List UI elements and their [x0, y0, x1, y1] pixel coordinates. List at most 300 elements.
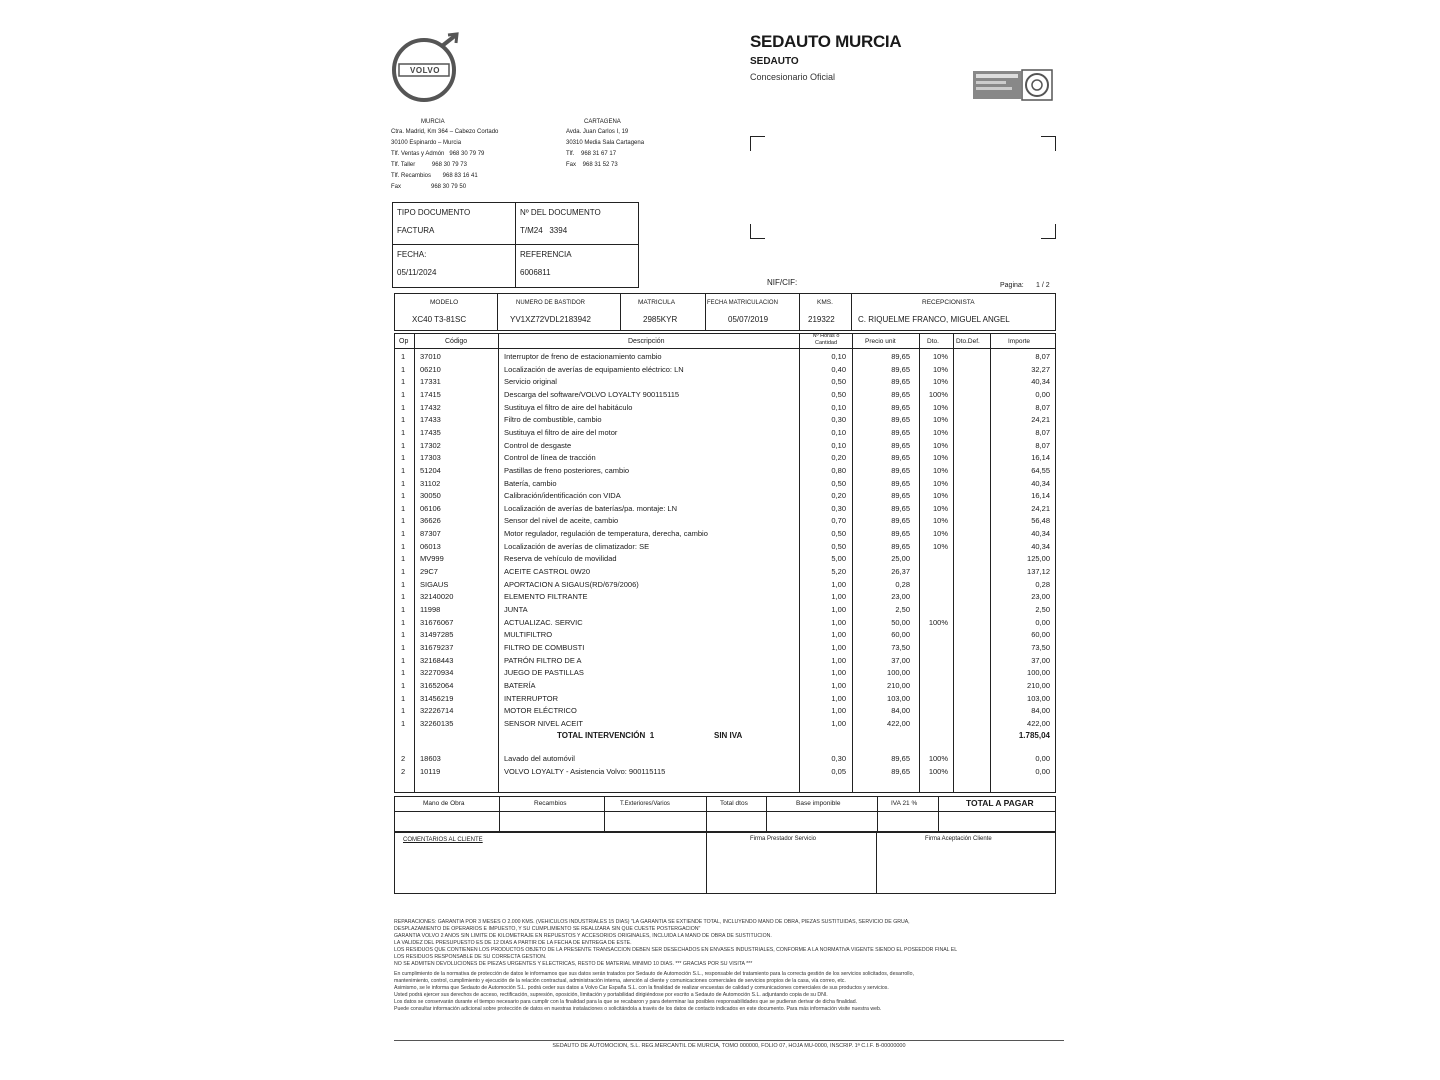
line-amount: 210,00: [1027, 680, 1050, 690]
vehicle-header-plate: MATRICULA: [638, 299, 676, 306]
table-row: [396, 693, 1056, 706]
line-desc: MULTIFILTRO: [504, 630, 553, 640]
line-code: 17432: [420, 402, 441, 412]
line-op: 2: [401, 754, 406, 763]
line-op: 1: [401, 478, 406, 488]
line-amount: 37,00: [1031, 655, 1050, 665]
table-row: [396, 579, 1056, 592]
legal-line: NO SE ADMITEN DEVOLUCIONES DE PIEZAS URGENTES Y ELÉCTRICAS, RESTO DE MATERIAL MÍNIMO 10 DÍAS. *** GRACIAS POR SU VISITA ***: [394, 961, 753, 967]
line-desc: Interruptor de freno de estacionamiento cambio: [504, 352, 662, 361]
line-code: 31102: [420, 478, 441, 488]
table-row: [396, 503, 1056, 516]
col-header-qty: Nº Horas o Cantidad: [812, 333, 840, 346]
line-code: 17433: [420, 415, 441, 425]
doc-reference-value: 6006811: [520, 268, 551, 277]
table-row: [396, 705, 1056, 718]
line-op: 1: [401, 541, 406, 551]
line-dto: 10%: [932, 516, 948, 526]
office-murcia-line: Tlf. Ventas y Admón 968 30 79 79: [391, 151, 485, 157]
table-row: [396, 515, 1056, 528]
summary-label-iva: IVA 21 %: [891, 800, 918, 807]
line-dto: 10%: [932, 465, 948, 475]
line-amount: 8,07: [1035, 352, 1050, 361]
line-op: 1: [401, 567, 406, 577]
line-code: 32270934: [420, 668, 454, 678]
company-name: SEDAUTO MURCIA: [750, 32, 902, 51]
table-row: [396, 655, 1056, 668]
summary-label-external: T.Exteriores/Varios: [620, 801, 670, 807]
line-qty: 1,00: [831, 668, 846, 678]
office-cartagena-line: Avda. Juan Carlos I, 19: [566, 129, 629, 135]
line-desc: FILTRO DE COMBUSTI: [504, 642, 585, 652]
line-dto: 100%: [928, 389, 948, 399]
table-row: [396, 629, 1056, 642]
line-price: 89,65: [891, 516, 910, 526]
col-header-price: Precio unit: [865, 338, 896, 345]
legal-line: GARANTÍA VOLVO 2 AÑOS SIN LÍMITE DE KILOMETRAJE EN REPUESTOS Y ACCESORIOS ORIGINALES, INCLUIDA LA MANO DE OBRA DE SUSTITUCIÓN.: [394, 933, 772, 939]
total-intervention-label: TOTAL INTERVENCIÓN 1: [557, 731, 655, 740]
line-qty: 0,30: [831, 754, 846, 763]
summary-label-discounts: Total dtos: [720, 800, 748, 807]
office-murcia-line: 30100 Espinardo – Murcia: [391, 140, 462, 146]
line-op: 1: [401, 377, 406, 387]
doc-number-value: T/M24 3394: [520, 226, 568, 235]
line-code: 10119: [420, 766, 441, 776]
line-price: 89,65: [891, 427, 910, 437]
line-amount: 0,00: [1035, 617, 1050, 627]
line-code: 11998: [420, 605, 441, 614]
line-code: 36626: [420, 516, 441, 526]
line-code: 31652064: [420, 680, 454, 690]
col-header-dto: Dto.: [927, 338, 939, 345]
line-code: 17331: [420, 377, 441, 387]
vehicle-header-regdate: FECHA MATRICULACION: [707, 300, 778, 306]
table-row: [396, 528, 1056, 541]
table-row: [396, 427, 1056, 440]
vehicle-header-receptionist: RECEPCIONISTA: [922, 299, 975, 306]
line-desc: Servicio original: [504, 377, 557, 387]
office-murcia-line: Tlf. Taller 968 30 79 73: [391, 162, 467, 168]
office-murcia-line: Fax 968 30 79 50: [391, 184, 467, 190]
line-desc: PATRÓN FILTRO DE A: [504, 655, 582, 665]
line-qty: 0,30: [831, 503, 846, 513]
company-subname: SEDAUTO: [750, 56, 799, 67]
line-qty: 0,10: [831, 427, 846, 437]
line-desc: SENSOR NIVEL ACEIT: [504, 718, 583, 728]
line-op: 1: [401, 503, 406, 513]
legal-line: En cumplimiento de la normativa de protección de datos le informamos que sus datos serán tratados por Sedauto de Automoción S.L., responsable del tratamiento para la correcta gestión de los servicios solicitados, desarrollo,: [394, 971, 914, 977]
line-op: 1: [401, 630, 406, 640]
line-qty: 0,10: [831, 352, 846, 361]
table-row: [396, 541, 1056, 554]
line-desc: Sustituya el filtro de aire del motor: [504, 427, 618, 437]
line-code: 51204: [420, 465, 441, 475]
vehicle-header-vin: NUMERO DE BASTIDOR: [516, 300, 586, 306]
line-price: 89,65: [891, 389, 910, 399]
line-desc: APORTACION A SIGAUS(RD/679/2006): [504, 579, 639, 589]
line-op: 1: [401, 592, 406, 602]
line-amount: 16,14: [1031, 491, 1050, 501]
line-dto: 10%: [932, 352, 948, 361]
line-desc: Reserva de vehículo de movilidad: [504, 554, 617, 564]
line-amount: 8,07: [1035, 440, 1050, 450]
certification-badge: [973, 69, 1055, 101]
col-header-desc: Descripción: [628, 338, 665, 345]
line-code: 17435: [420, 427, 441, 437]
line-price: 84,00: [891, 706, 910, 716]
office-cartagena: [566, 117, 686, 171]
line-desc: Localización de averías de climatizador: SE: [504, 541, 650, 551]
address-window-corner: [750, 224, 765, 239]
line-code: 32168443: [420, 655, 454, 665]
line-amount: 23,00: [1031, 592, 1050, 602]
vehicle-receptionist: C. RIQUELME FRANCO, MIGUEL ANGEL: [858, 315, 1010, 324]
line-op: 1: [401, 617, 406, 627]
line-amount: 125,00: [1027, 554, 1050, 564]
line-amount: 24,21: [1031, 503, 1050, 513]
table-row: [396, 389, 1056, 402]
table-row: [396, 364, 1056, 377]
sign-service-label: Firma Prestador Servicio: [750, 836, 817, 842]
line-qty: 0,50: [831, 377, 846, 387]
line-qty: 5,20: [831, 567, 846, 577]
line-qty: 0,05: [831, 766, 846, 776]
line-qty: 1,00: [831, 642, 846, 652]
line-qty: 1,00: [831, 655, 846, 665]
line-dto: 10%: [932, 491, 948, 501]
table-row: [396, 452, 1056, 465]
line-price: 89,65: [891, 453, 910, 463]
vehicle-regdate: 05/07/2019: [728, 315, 769, 324]
doc-date-value: 05/11/2024: [397, 268, 437, 277]
line-code: SIGAUS: [420, 579, 449, 589]
line-amount: 56,48: [1031, 516, 1050, 526]
line-price: 89,65: [891, 364, 910, 374]
table-row: [396, 414, 1056, 427]
line-code: 06013: [420, 541, 441, 551]
comments-label: COMENTARIOS AL CLIENTE: [403, 837, 483, 843]
table-row: [396, 591, 1056, 604]
line-desc: Sensor del nivel de aceite, cambio: [504, 516, 619, 526]
legal-line: Asimismo, se le informa que Sedauto de Automoción S.L. podrá ceder sus datos a Volvo Car España S.L. con la finalidad de realizar encuestas de calidad y comunicaciones comerciales de sus productos y servicios.: [394, 985, 889, 991]
col-header-amount: Importe: [1008, 338, 1031, 345]
line-desc: JUNTA: [504, 605, 528, 614]
office-murcia-line: Ctra. Madrid, Km 364 – Cabezo Cortado: [391, 129, 499, 135]
legal-line: REPARACIONES: GARANTÍA POR 3 MESES O 2.000 KMS. (VEHÍCULOS INDUSTRIALES 15 DÍAS) "LA GARANTÍA SE EXTIENDE TOTAL, INCLUYENDO MANO DE OBRA, PIEZAS SUSTITUIDAS, SERVICIO DE GRÚA,: [394, 919, 910, 925]
line-desc: Control de línea de tracción: [504, 453, 596, 463]
line-price: 37,00: [891, 655, 910, 665]
line-amount: 0,00: [1035, 389, 1050, 399]
line-amount: 2,50: [1035, 605, 1050, 614]
line-dto: 10%: [932, 453, 948, 463]
line-qty: 0,80: [831, 465, 846, 475]
line-code: 32226714: [420, 706, 454, 716]
line-price: 89,65: [891, 478, 910, 488]
line-code: 06106: [420, 503, 441, 513]
line-desc: ACTUALIZAC. SERVIC: [504, 617, 583, 627]
address-window-corner: [1041, 136, 1056, 151]
line-desc: Lavado del automóvil: [504, 754, 575, 763]
legal-line: LA VALIDEZ DEL PRESUPUESTO ES DE 12 DÍAS A PARTIR DE LA FECHA DE ENTREGA DE ESTE.: [394, 940, 632, 946]
line-amount: 16,14: [1031, 453, 1050, 463]
line-amount: 84,00: [1031, 706, 1050, 716]
table-row: [396, 465, 1056, 478]
line-dto: 10%: [932, 402, 948, 412]
line-op: 1: [401, 579, 406, 589]
office-cartagena-line: 30310 Media Sala Cartagena: [566, 140, 645, 146]
total-intervention-iva: SIN IVA: [714, 731, 743, 740]
line-desc: ELEMENTO FILTRANTE: [504, 592, 588, 602]
line-op: 1: [401, 465, 406, 475]
line-qty: 0,10: [831, 440, 846, 450]
table-row: [396, 490, 1056, 503]
nif-label: NIF/CIF:: [767, 278, 798, 287]
line-price: 89,65: [891, 440, 910, 450]
line-amount: 40,34: [1031, 377, 1050, 387]
line-desc: VOLVO LOYALTY - Asistencia Volvo: 900115115: [504, 766, 666, 776]
line-qty: 1,00: [831, 693, 846, 703]
table-row: [396, 718, 1056, 731]
line-code: 31456219: [420, 693, 454, 703]
legal-line: mantenimiento, control, cumplimiento y ejecución de la relación contractual, administración interna, atención al cliente y comunicaciones comerciales de servicios propios de la casa, vía correo, etc.: [394, 978, 846, 984]
line-desc: Motor regulador, regulación de temperatura, derecha, cambio: [504, 529, 708, 539]
table-row: [396, 440, 1056, 453]
line-price: 89,65: [891, 766, 910, 776]
line-qty: 0,50: [831, 529, 846, 539]
total-intervention-value: 1.785,04: [1018, 731, 1050, 740]
legal-line: DESPLAZAMIENTO DE OPERARIOS E IMPUESTO, Y SU CUMPLIMIENTO SE REALIZARÁ SIN QUE CUESTE POSTERGACIÓN": [394, 926, 701, 932]
vehicle-model: XC40 T3-81SC: [412, 315, 467, 324]
line-amount: 8,07: [1035, 402, 1050, 412]
line-amount: 100,00: [1027, 668, 1050, 678]
line-qty: 0,20: [831, 491, 846, 501]
line-dto: 10%: [932, 427, 948, 437]
vehicle-plate: 2985KYR: [643, 315, 678, 324]
vehicle-header-kms: KMS.: [817, 299, 833, 306]
line-price: 26,37: [891, 567, 910, 577]
summary-label-base: Base imponible: [796, 800, 841, 807]
line-op: 2: [401, 766, 406, 776]
line-amount: 0,00: [1035, 754, 1050, 763]
line-price: 89,65: [891, 541, 910, 551]
line-qty: 0,50: [831, 541, 846, 551]
line-qty: 0,30: [831, 415, 846, 425]
vehicle-kms: 219322: [808, 315, 835, 324]
line-code: 29C7: [420, 567, 438, 577]
legal-line: LOS RESIDUOS RESPONSABLE DE SU CORRECTA GESTIÓN.: [394, 954, 547, 960]
address-window-corner: [750, 136, 765, 151]
doc-type-label: TIPO DOCUMENTO: [397, 208, 471, 217]
table-row: [396, 667, 1056, 680]
line-price: 60,00: [891, 630, 910, 640]
table-row: [396, 766, 1056, 779]
line-qty: 0,70: [831, 516, 846, 526]
line-price: 89,65: [891, 415, 910, 425]
doc-type-value: FACTURA: [397, 226, 435, 235]
volvo-logo: [390, 32, 462, 104]
line-price: 73,50: [891, 642, 910, 652]
office-cartagena-title: CARTAGENA: [584, 119, 621, 125]
line-price: 89,65: [891, 503, 910, 513]
line-price: 210,00: [887, 680, 910, 690]
legal-line: LOS RESIDUOS QUE CONTIENEN LOS PRODUCTOS OBJETO DE LA PRESENTE TRANSACCIÓN DEBEN SER DESECHADOS EN ENVASES INDUSTRIALES, CONFORME A LA NORMATIVA VIGENTE SIENDO EL POSEEDOR FINAL EL: [394, 947, 958, 953]
line-dto: 10%: [932, 440, 948, 450]
line-code: 31676067: [420, 617, 454, 627]
line-price: 89,65: [891, 529, 910, 539]
office-cartagena-line: Tlf. 968 31 67 17: [566, 151, 617, 157]
line-amount: 24,21: [1031, 415, 1050, 425]
doc-reference-label: REFERENCIA: [520, 250, 572, 259]
line-qty: 1,00: [831, 592, 846, 602]
line-code: MV999: [420, 554, 444, 564]
line-qty: 0,40: [831, 364, 846, 374]
table-row: [396, 478, 1056, 491]
line-code: 17415: [420, 389, 441, 399]
line-desc: BATERÍA: [504, 680, 536, 690]
line-desc: Localización de averías de baterías/pa. montaje: LN: [504, 503, 678, 513]
vehicle-header-model: MODELO: [430, 299, 459, 306]
line-op: 1: [401, 364, 406, 374]
line-op: 1: [401, 680, 406, 690]
line-price: 89,65: [891, 465, 910, 475]
line-amount: 60,00: [1031, 630, 1050, 640]
summary-label-labour: Mano de Obra: [423, 800, 465, 807]
line-amount: 0,28: [1035, 579, 1050, 589]
line-amount: 137,12: [1027, 567, 1050, 577]
line-dto: 100%: [928, 617, 948, 627]
line-op: 1: [401, 402, 406, 412]
line-qty: 1,00: [831, 706, 846, 716]
line-code: 17303: [420, 453, 441, 463]
line-amount: 422,00: [1027, 718, 1050, 728]
line-desc: JUEGO DE PASTILLAS: [504, 668, 584, 678]
office-murcia-title: MURCIA: [421, 119, 445, 125]
line-desc: MOTOR ELÉCTRICO: [504, 706, 577, 716]
vehicle-vin: YV1XZ72VDL2183942: [510, 315, 591, 324]
line-desc: Filtro de combustible, cambio: [504, 415, 602, 425]
page-label: Pagina:: [1000, 282, 1024, 289]
table-row: [396, 553, 1056, 566]
line-desc: Control de desgaste: [504, 440, 572, 450]
line-op: 1: [401, 554, 406, 564]
table-row: [396, 566, 1056, 579]
line-price: 89,65: [891, 402, 910, 412]
volvo-logo-text: VOLVO: [410, 66, 440, 75]
line-code: 31679237: [420, 642, 454, 652]
line-code: 06210: [420, 364, 441, 374]
line-op: 1: [401, 415, 406, 425]
line-code: 87307: [420, 529, 441, 539]
line-qty: 1,00: [831, 630, 846, 640]
doc-number-label: Nº DEL DOCUMENTO: [520, 208, 601, 217]
line-op: 1: [401, 440, 406, 450]
line-qty: 1,00: [831, 617, 846, 627]
line-op: 1: [401, 516, 406, 526]
line-price: 89,65: [891, 754, 910, 763]
legal-text: [394, 919, 1064, 1013]
line-dto: 10%: [932, 503, 948, 513]
line-qty: 0,10: [831, 402, 846, 412]
doc-date-label: FECHA:: [397, 250, 427, 259]
summary-label-parts: Recambios: [534, 800, 567, 807]
table-row: [396, 680, 1056, 693]
line-op: 1: [401, 668, 406, 678]
line-op: 1: [401, 352, 406, 361]
line-price: 2,50: [895, 605, 910, 614]
line-desc: Pastillas de freno posteriores, cambio: [504, 465, 630, 475]
address-window-corner: [1041, 224, 1056, 239]
line-qty: 1,00: [831, 718, 846, 728]
line-dto: 10%: [932, 377, 948, 387]
line-op: 1: [401, 529, 406, 539]
office-murcia: [391, 117, 551, 193]
col-header-op: Op: [399, 338, 409, 345]
page-value: 1 / 2: [1036, 282, 1050, 289]
line-op: 1: [401, 605, 406, 614]
legal-line: Usted podrá ejercer sus derechos de acceso, rectificación, supresión, oposición, limitación y portabilidad dirigiéndose por escrito a Sedauto de Automoción S.L. adjuntando copia de su DNI.: [394, 992, 828, 998]
line-price: 89,65: [891, 491, 910, 501]
line-op: 1: [401, 453, 406, 463]
line-qty: 1,00: [831, 680, 846, 690]
line-desc: Calibración/identificación con VIDA: [504, 491, 621, 501]
line-qty: 0,50: [831, 389, 846, 399]
line-amount: 64,55: [1031, 465, 1050, 475]
line-price: 50,00: [891, 617, 910, 627]
line-amount: 40,34: [1031, 478, 1050, 488]
summary-label-total: TOTAL A PAGAR: [966, 798, 1034, 808]
table-row: [396, 604, 1056, 617]
line-qty: 0,20: [831, 453, 846, 463]
line-dto: 10%: [932, 529, 948, 539]
line-dto: 10%: [932, 364, 948, 374]
line-op: 1: [401, 427, 406, 437]
line-price: 422,00: [887, 718, 910, 728]
table-row: [396, 617, 1056, 630]
line-amount: 8,07: [1035, 427, 1050, 437]
line-op: 1: [401, 706, 406, 716]
table-row: [396, 351, 1056, 364]
certification-seal-icon: [1021, 69, 1053, 101]
line-dto: 10%: [932, 541, 948, 551]
office-murcia-line: Tlf. Recambios 968 83 16 41: [391, 173, 478, 179]
line-amount: 40,34: [1031, 541, 1050, 551]
line-price: 23,00: [891, 592, 910, 602]
table-row: [396, 753, 1056, 766]
legal-line: Los datos se conservarán durante el tiempo necesario para cumplir con la finalidad para la que se recabaron y para determinar las posibles responsabilidades que se pudieran derivar de dicha finalidad.: [394, 999, 858, 1005]
company-tagline: Concesionario Oficial: [750, 72, 836, 82]
table-row: [396, 376, 1056, 389]
line-dto: 10%: [932, 478, 948, 488]
line-desc: INTERRUPTOR: [504, 693, 559, 703]
line-code: 32260135: [420, 718, 454, 728]
line-code: 37010: [420, 352, 441, 361]
line-op: 1: [401, 693, 406, 703]
line-amount: 0,00: [1035, 766, 1050, 776]
line-code: 18603: [420, 754, 441, 763]
col-header-dtodef: Dto.Def.: [956, 338, 980, 345]
line-desc: ACEITE CASTROL 0W20: [504, 567, 590, 577]
line-qty: 1,00: [831, 579, 846, 589]
line-amount: 103,00: [1027, 693, 1050, 703]
col-header-code: Código: [445, 338, 468, 345]
sign-client-label: Firma Aceptación Cliente: [925, 836, 992, 842]
line-price: 103,00: [887, 693, 910, 703]
line-qty: 5,00: [831, 554, 846, 564]
line-amount: 32,27: [1031, 364, 1050, 374]
line-op: 1: [401, 655, 406, 665]
line-price: 89,65: [891, 377, 910, 387]
line-price: 0,28: [895, 579, 910, 589]
